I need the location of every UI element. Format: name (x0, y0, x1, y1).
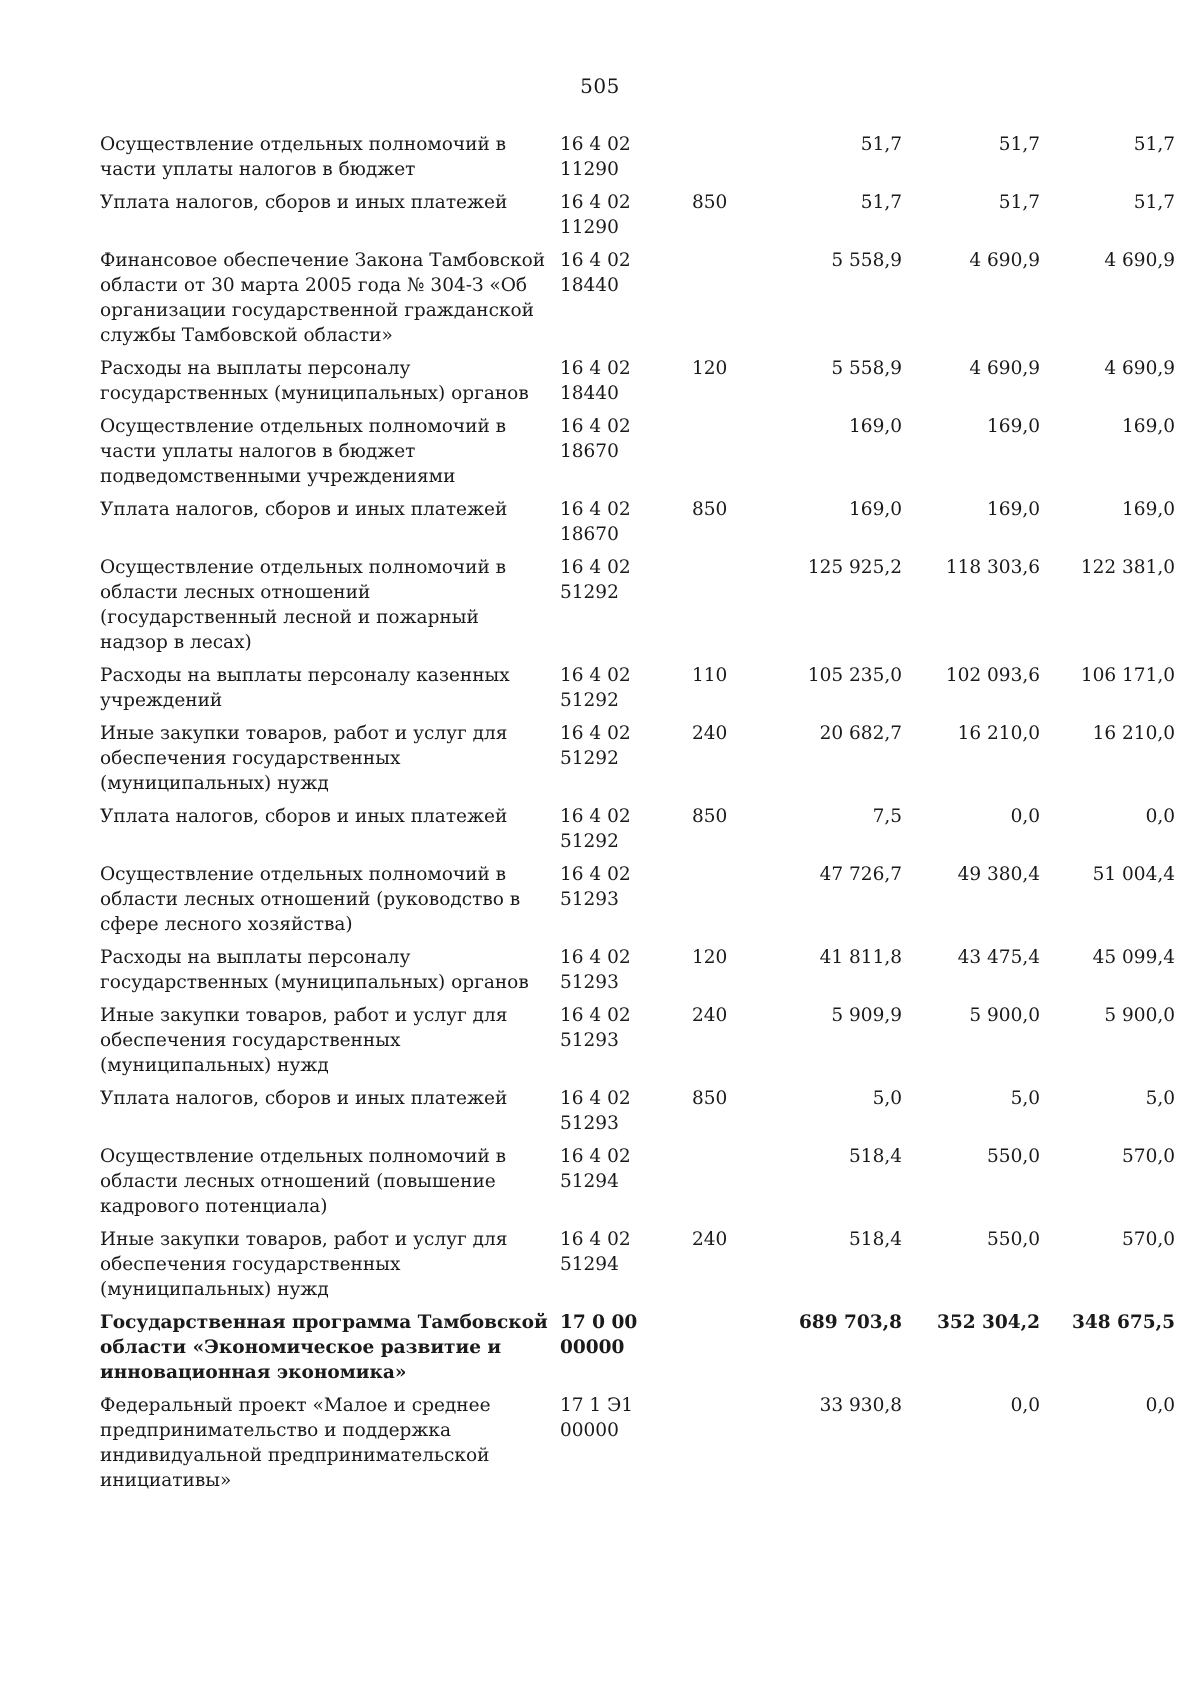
row-amount-3: 4 690,9 (1104, 250, 1175, 271)
row-code: 16 4 02 18440 (560, 358, 631, 404)
row-name: Иные закупки товаров, работ и услуг для обеспечения государственных (муниципальных) нужд (100, 1005, 508, 1076)
row-code: 17 0 00 00000 (560, 1312, 638, 1358)
row-expense-type: 120 (692, 358, 728, 379)
row-expense-type (692, 1306, 752, 1389)
budget-table (100, 128, 1175, 1497)
row-amount-1: 47 726,7 (819, 864, 902, 885)
row-name: Расходы на выплаты персоналу государственных (муниципальных) органов (100, 947, 529, 993)
row-name: Иные закупки товаров, работ и услуг для обеспечения государственных (муниципальных) нужд (100, 1229, 508, 1300)
table-row (100, 1082, 1175, 1140)
row-amount-3: 5,0 (1145, 1088, 1175, 1109)
row-expense-type: 240 (692, 723, 728, 744)
row-amount-1: 518,4 (849, 1229, 902, 1250)
row-code: 16 4 02 51293 (560, 864, 631, 910)
row-amount-2: 169,0 (987, 416, 1040, 437)
table-row (100, 352, 1175, 410)
row-amount-2: 51,7 (998, 134, 1040, 155)
row-amount-3: 5 900,0 (1104, 1005, 1175, 1026)
row-amount-1: 5,0 (872, 1088, 902, 1109)
row-expense-type: 850 (692, 806, 728, 827)
row-name: Уплата налогов, сборов и иных платежей (100, 192, 508, 213)
row-amount-3: 122 381,0 (1080, 557, 1175, 578)
row-code: 16 4 02 18670 (560, 499, 631, 545)
row-name: Государственная программа Тамбовской области «Экономическое развитие и инновационная экономика» (100, 1312, 548, 1383)
row-amount-3: 51,7 (1133, 134, 1175, 155)
row-amount-3: 570,0 (1122, 1229, 1175, 1250)
row-amount-2: 169,0 (987, 499, 1040, 520)
row-amount-1: 5 558,9 (831, 358, 902, 379)
row-amount-1: 125 925,2 (807, 557, 902, 578)
row-name: Расходы на выплаты персоналу государственных (муниципальных) органов (100, 358, 529, 404)
table-row (100, 1389, 1175, 1497)
row-name: Осуществление отдельных полномочий в части уплаты налогов в бюджет (100, 134, 507, 180)
budget-table-body (100, 128, 1175, 1497)
row-code: 16 4 02 51294 (560, 1229, 631, 1275)
row-amount-1: 7,5 (872, 806, 902, 827)
row-amount-1: 169,0 (849, 416, 902, 437)
row-amount-2: 49 380,4 (957, 864, 1040, 885)
row-amount-1: 41 811,8 (819, 947, 902, 968)
row-expense-type: 120 (692, 947, 728, 968)
row-name: Уплата налогов, сборов и иных платежей (100, 499, 508, 520)
row-amount-3: 51 004,4 (1092, 864, 1175, 885)
row-code: 16 4 02 51292 (560, 723, 631, 769)
table-row (100, 186, 1175, 244)
page-number: 505 (580, 74, 620, 98)
row-amount-2: 0,0 (1010, 1395, 1040, 1416)
row-amount-2: 16 210,0 (957, 723, 1040, 744)
row-amount-2: 43 475,4 (957, 947, 1040, 968)
row-amount-3: 169,0 (1122, 416, 1175, 437)
table-row (100, 410, 1175, 493)
row-amount-2: 118 303,6 (945, 557, 1040, 578)
row-expense-type (692, 128, 752, 186)
row-code: 17 1 Э1 00000 (560, 1395, 633, 1441)
row-amount-3: 570,0 (1122, 1146, 1175, 1167)
table-row (100, 659, 1175, 717)
row-amount-1: 20 682,7 (819, 723, 902, 744)
row-expense-type (692, 1389, 752, 1497)
row-amount-1: 51,7 (860, 134, 902, 155)
row-name: Осуществление отдельных полномочий в области лесных отношений (государственный лесной и пожарный надзор в лесах) (100, 557, 507, 653)
row-expense-type (692, 410, 752, 493)
row-amount-1: 51,7 (860, 192, 902, 213)
row-expense-type: 850 (692, 1088, 728, 1109)
table-row (100, 551, 1175, 659)
row-code: 16 4 02 11290 (560, 192, 631, 238)
table-row (100, 717, 1175, 800)
row-code: 16 4 02 51292 (560, 665, 631, 711)
row-code: 16 4 02 18670 (560, 416, 631, 462)
row-code: 16 4 02 51293 (560, 1005, 631, 1051)
row-expense-type (692, 1140, 752, 1223)
row-amount-3: 16 210,0 (1092, 723, 1175, 744)
row-expense-type: 240 (692, 1229, 728, 1250)
row-amount-2: 352 304,2 (937, 1312, 1040, 1333)
table-row (100, 1140, 1175, 1223)
table-row (100, 800, 1175, 858)
row-amount-3: 348 675,5 (1072, 1312, 1175, 1333)
row-amount-3: 45 099,4 (1092, 947, 1175, 968)
row-amount-3: 106 171,0 (1080, 665, 1175, 686)
row-amount-1: 5 909,9 (831, 1005, 902, 1026)
row-name: Уплата налогов, сборов и иных платежей (100, 1088, 508, 1109)
row-name: Уплата налогов, сборов и иных платежей (100, 806, 508, 827)
row-code: 16 4 02 51292 (560, 806, 631, 852)
row-amount-3: 4 690,9 (1104, 358, 1175, 379)
row-expense-type (692, 244, 752, 352)
row-amount-2: 4 690,9 (969, 250, 1040, 271)
row-amount-1: 33 930,8 (819, 1395, 902, 1416)
row-amount-2: 550,0 (987, 1146, 1040, 1167)
row-amount-3: 0,0 (1145, 806, 1175, 827)
row-amount-2: 51,7 (998, 192, 1040, 213)
row-amount-1: 105 235,0 (807, 665, 902, 686)
table-row (100, 858, 1175, 941)
row-expense-type: 110 (692, 665, 728, 686)
row-amount-1: 689 703,8 (799, 1312, 902, 1333)
row-expense-type (692, 551, 752, 659)
row-amount-2: 0,0 (1010, 806, 1040, 827)
table-row (100, 128, 1175, 186)
row-amount-2: 550,0 (987, 1229, 1040, 1250)
table-row (100, 999, 1175, 1082)
row-expense-type (692, 858, 752, 941)
table-row (100, 1306, 1175, 1389)
table-row (100, 1223, 1175, 1306)
row-expense-type: 850 (692, 499, 728, 520)
row-name: Иные закупки товаров, работ и услуг для обеспечения государственных (муниципальных) нужд (100, 723, 508, 794)
row-amount-2: 5 900,0 (969, 1005, 1040, 1026)
row-expense-type: 240 (692, 1005, 728, 1026)
row-amount-2: 5,0 (1010, 1088, 1040, 1109)
row-name: Осуществление отдельных полномочий в части уплаты налогов в бюджет подведомственными учреждениями (100, 416, 507, 487)
row-amount-2: 102 093,6 (945, 665, 1040, 686)
row-code: 16 4 02 51293 (560, 947, 631, 993)
row-amount-1: 169,0 (849, 499, 902, 520)
row-code: 16 4 02 51293 (560, 1088, 631, 1134)
row-name: Осуществление отдельных полномочий в области лесных отношений (повышение кадрового потенциала) (100, 1146, 507, 1217)
row-amount-2: 4 690,9 (969, 358, 1040, 379)
row-amount-3: 0,0 (1145, 1395, 1175, 1416)
row-code: 16 4 02 51292 (560, 557, 631, 603)
row-amount-3: 51,7 (1133, 192, 1175, 213)
table-row (100, 941, 1175, 999)
table-row (100, 493, 1175, 551)
row-code: 16 4 02 11290 (560, 134, 631, 180)
row-name: Финансовое обеспечение Закона Тамбовской области от 30 марта 2005 года № 304-З «Об организации государственной гражданской службы Тамбовской области» (100, 250, 546, 346)
row-code: 16 4 02 51294 (560, 1146, 631, 1192)
row-amount-1: 518,4 (849, 1146, 902, 1167)
row-amount-3: 169,0 (1122, 499, 1175, 520)
row-name: Федеральный проект «Малое и среднее предпринимательство и поддержка индивидуальной предпринимательской инициативы» (100, 1395, 491, 1491)
row-code: 16 4 02 18440 (560, 250, 631, 296)
row-name: Расходы на выплаты персоналу казенных учреждений (100, 665, 510, 711)
row-amount-1: 5 558,9 (831, 250, 902, 271)
table-row (100, 244, 1175, 352)
row-expense-type: 850 (692, 192, 728, 213)
row-name: Осуществление отдельных полномочий в области лесных отношений (руководство в сфере лесного хозяйства) (100, 864, 521, 935)
